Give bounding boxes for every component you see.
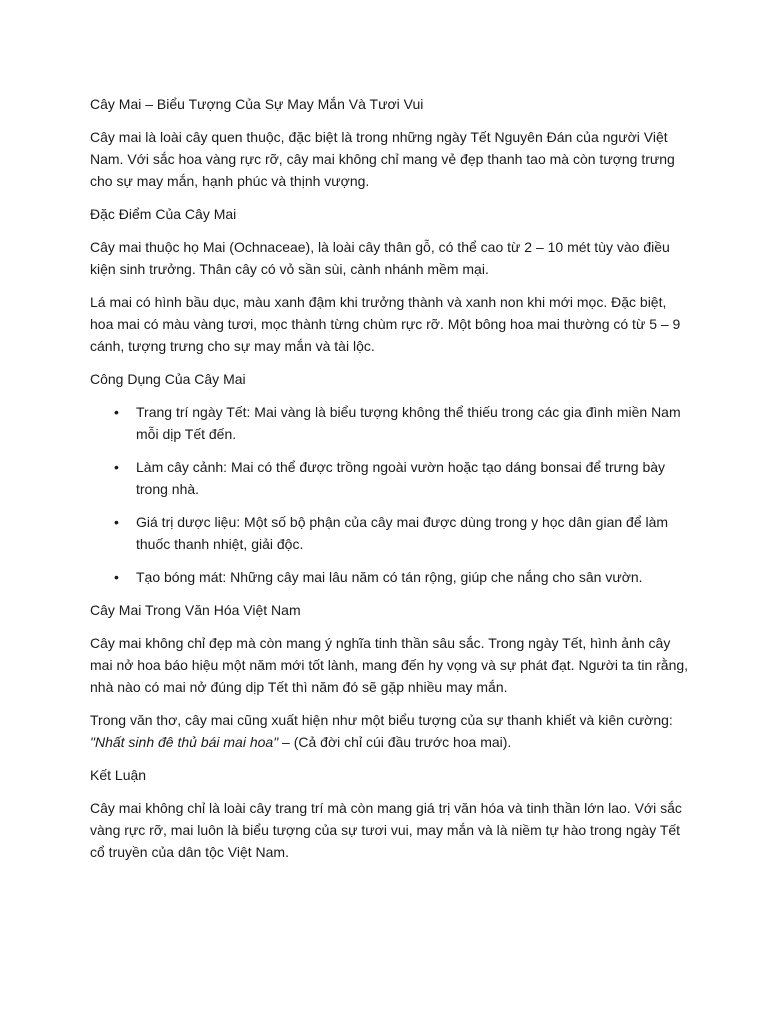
list-item-text: Giá trị dược liệu: Một số bộ phận của cây mai được dùng trong y học dân gian để làm thuốc thanh nhiệt, giải độc. xyxy=(136,514,669,552)
bullet-icon: • xyxy=(114,404,119,420)
characteristics-paragraph-1: Cây mai thuộc họ Mai (Ochnaceae), là loài cây thân gỗ, có thể cao từ 2 – 10 mét tùy vào điều kiện sinh trưởng. Thân cây có vỏ sần sùi, cành nhánh mềm mại. xyxy=(90,239,670,277)
list-item-text: Tạo bóng mát: Những cây mai lâu năm có tán rộng, giúp che nắng cho sân vườn. xyxy=(136,569,643,585)
document-page xyxy=(90,93,690,874)
conclusion-paragraph: Cây mai không chỉ là loài cây trang trí mà còn mang giá trị văn hóa và tinh thần lớn lao. Với sắc vàng rực rỡ, mai luôn là biểu tượng của sự tươi vui, may mắn và là niềm tự hào trong ngày Tết cổ truyền của dân tộc Việt Nam. xyxy=(90,800,682,860)
list-item xyxy=(90,456,690,500)
characteristics-paragraph-2: Lá mai có hình bầu dục, màu xanh đậm khi trưởng thành và xanh non khi mới mọc. Đặc biệt, hoa mai có màu vàng tươi, mọc thành từng chùm rực rỡ. Một bông hoa mai thường có từ 5 – 9 cánh, tượng trưng cho sự may mắn và tài lộc. xyxy=(90,294,681,354)
intro-paragraph: Cây mai là loài cây quen thuộc, đặc biệt là trong những ngày Tết Nguyên Đán của người Việt Nam. Với sắc hoa vàng rực rỡ, cây mai không chỉ mang vẻ đẹp thanh tao mà còn tượng trưng cho sự may mắn, hạnh phúc và thịnh vượng. xyxy=(90,129,675,189)
culture-paragraph-1: Cây mai không chỉ đẹp mà còn mang ý nghĩa tinh thần sâu sắc. Trong ngày Tết, hình ảnh cây mai nở hoa báo hiệu một năm mới tốt lành, mang đến hy vọng và sự phát đạt. Người ta tin rằng, nhà nào có mai nở đúng dịp Tết thì năm đó sẽ gặp nhiều may mắn. xyxy=(90,635,689,695)
list-item xyxy=(90,511,690,555)
poem-quote: "Nhất sinh đê thủ bái mai hoa" xyxy=(90,734,279,750)
bullet-icon: • xyxy=(114,514,119,530)
poem-translation: – (Cả đời chỉ cúi đầu trước hoa mai). xyxy=(278,734,512,750)
list-item-text: Trang trí ngày Tết: Mai vàng là biểu tượng không thể thiếu trong các gia đình miền Nam mỗi dịp Tết đến. xyxy=(136,404,681,442)
bullet-icon: • xyxy=(114,569,119,585)
bullet-icon: • xyxy=(114,459,119,475)
document-title: Cây Mai – Biểu Tượng Của Sự May Mắn Và Tươi Vui xyxy=(90,96,424,112)
section-heading-culture: Cây Mai Trong Văn Hóa Việt Nam xyxy=(90,602,301,618)
list-item xyxy=(90,401,690,445)
culture-paragraph-2-text: Trong văn thơ, cây mai cũng xuất hiện như một biểu tượng của sự thanh khiết và kiên cường: xyxy=(90,712,673,728)
section-heading-conclusion: Kết Luận xyxy=(90,767,147,783)
culture-paragraph-2 xyxy=(90,709,690,753)
uses-list xyxy=(90,401,690,588)
section-heading-characteristics: Đặc Điểm Của Cây Mai xyxy=(90,206,237,222)
section-heading-uses: Công Dụng Của Cây Mai xyxy=(90,371,246,387)
list-item xyxy=(90,566,690,588)
list-item-text: Làm cây cảnh: Mai có thể được trồng ngoài vườn hoặc tạo dáng bonsai để trưng bày trong nhà. xyxy=(136,459,666,497)
